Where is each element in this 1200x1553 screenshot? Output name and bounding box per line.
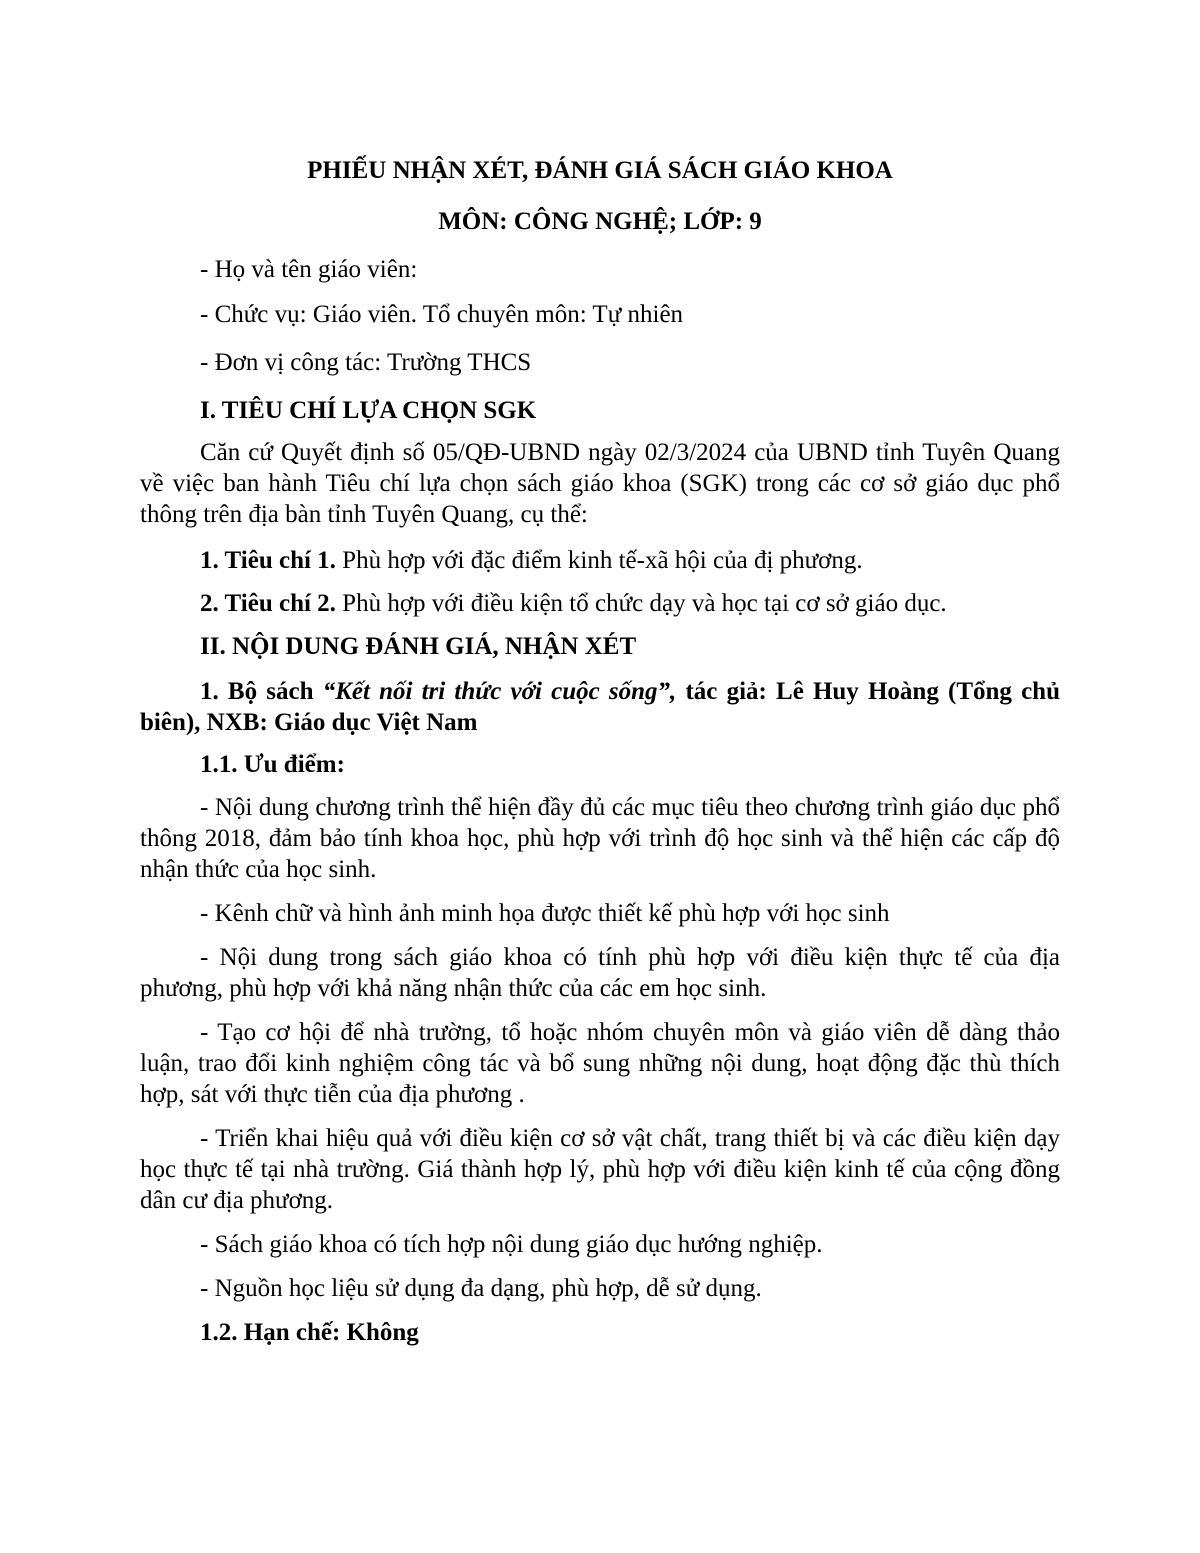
advantage-item: - Nội dung trong sách giáo khoa có tính phù hợp với điều kiện thực tế của địa phương, phù hợp với khả năng nhận thức của các em học sinh. (140, 944, 1060, 1002)
advantage-item: - Kênh chữ và hình ảnh minh họa được thiết kế phù hợp với học sinh (200, 900, 890, 927)
advantage-item: - Triển khai hiệu quả với điều kiện cơ sở vật chất, trang thiết bị và các điều kiện dạy học thực tế tại nhà trường. Giá thành hợp lý, phù hợp với điều kiện kinh tế của cộng đồng dân cư địa phương. (140, 1125, 1060, 1214)
advantage-item: - Sách giáo khoa có tích hợp nội dung giáo dục hướng nghiệp. (200, 1231, 823, 1258)
document-title: PHIẾU NHẬN XÉT, ĐÁNH GIÁ SÁCH GIÁO KHOA (307, 157, 893, 184)
advantages-heading: 1.1. Ưu điểm: (200, 751, 345, 778)
limitations-line: 1.2. Hạn chế: Không (200, 1319, 419, 1346)
teacher-name-line: - Họ và tên giáo viên: (200, 256, 418, 283)
section-2-heading: II. NỘI DUNG ĐÁNH GIÁ, NHẬN XÉT (200, 633, 637, 660)
advantage-item: - Nguồn học liệu sử dụng đa dạng, phù hợp, dễ sử dụng. (200, 1275, 762, 1302)
advantage-item: - Nội dung chương trình thể hiện đầy đủ các mục tiêu theo chương trình giáo dục phổ thông 2018, đảm bảo tính khoa học, phù hợp với trình độ học sinh và thể hiện các cấp độ nhận thức của học sinh. (140, 794, 1060, 883)
criterion-2-text: Phù hợp với điều kiện tổ chức dạy và học tại cơ sở giáo dục. (335, 590, 947, 617)
section-1-heading: I. TIÊU CHÍ LỰA CHỌN SGK (200, 397, 537, 424)
criterion-2-label: 2. Tiêu chí 2. (200, 590, 336, 617)
document-subtitle: MÔN: CÔNG NGHỆ; LỚP: 9 (438, 208, 762, 235)
criterion-2 (200, 589, 947, 619)
criterion-1-text: Phù hợp với đặc điểm kinh tế-xã hội của đị phương. (335, 547, 863, 574)
work-unit-line: - Đơn vị công tác: Trường THCS (200, 349, 532, 376)
book-name: “Kết nối tri thức với cuộc sống”, (322, 678, 677, 705)
book-title-paragraph (140, 676, 1060, 738)
criterion-1-label: 1. Tiêu chí 1. (200, 547, 336, 574)
teacher-position-line: - Chức vụ: Giáo viên. Tổ chuyên môn: Tự nhiên (200, 301, 684, 328)
section-1-intro-paragraph: Căn cứ Quyết định số 05/QĐ-UBND ngày 02/3/2024 của UBND tỉnh Tuyên Quang về việc ban hành Tiêu chí lựa chọn sách giáo khoa (SGK) trong các cơ sở giáo dục phổ thông trên địa bàn tỉnh Tuyên Quang, cụ thể: (140, 439, 1060, 528)
criterion-1 (200, 546, 863, 576)
advantage-item: - Tạo cơ hội để nhà trường, tổ hoặc nhóm chuyên môn và giáo viên dễ dàng thảo luận, trao đổi kinh nghiệm công tác và bổ sung những nội dung, hoạt động đặc thù thích hợp, sát với thực tiễn của địa phương . (140, 1019, 1060, 1108)
book-details: tác giả: Lê Huy Hoàng (Tổng chủ biên), NXB: Giáo dục Việt Nam (140, 678, 1060, 736)
book-prefix: 1. Bộ sách (200, 678, 323, 705)
